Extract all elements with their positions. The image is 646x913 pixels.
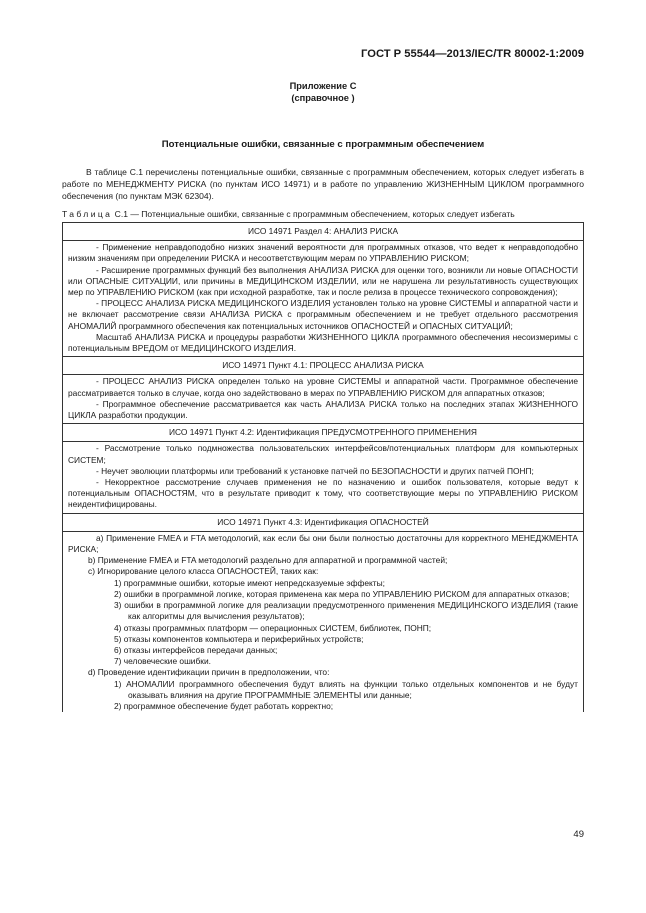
- table-paragraph: - ПРОЦЕСС АНАЛИЗА РИСКА МЕДИЦИНСКОГО ИЗДЕЛИЯ установлен только на уровне СИСТЕМЫ и аппаратной части и не включает рассмотрение связи АНАЛИЗА РИСКА с программным обеспечением и не требует отдельного рассмотрения АНОМАЛИЙ программного обеспечения как потенциальных источников ОПАСНОСТЕЙ и ОПАСНЫХ СИТУАЦИЙ;: [68, 298, 578, 331]
- table-paragraph: - Рассмотрение только подмножества пользовательских интерфейсов/потенциальных платформ для компьютерных СИСТЕМ;: [68, 443, 578, 465]
- errors-table: [62, 222, 584, 712]
- table-paragraph: - Программное обеспечение рассматривается как часть АНАЛИЗА РИСКА только на последних этапах ЖИЗНЕННОГО ЦИКЛА разработки продукции.: [68, 398, 578, 421]
- table-sublist-item: 5) отказы компонентов компьютера и периферийных устройств;: [114, 633, 364, 644]
- table-sublist-item: 7) человеческие ошибки.: [114, 656, 211, 667]
- table-caption-label: Таблица: [62, 209, 113, 219]
- table-list-item: c) Игнорирование целого класса ОПАСНОСТЕЙ, таких как:: [88, 566, 319, 577]
- appendix-subtitle: (справочное ): [291, 93, 355, 103]
- table-list-item: b) Применение FMEA и FTA методологий раздельно для аппаратной и программной частей;: [88, 555, 448, 566]
- table-sublist-item: 6) отказы интерфейсов передачи данных;: [114, 644, 278, 655]
- standard-header: ГОСТ Р 55544—2013/IEC/TR 80002-1:2009: [361, 48, 584, 60]
- table-sublist-item: 3) ошибки в программной логике для реализации предусмотренного применения МЕДИЦИНСКОГО ИЗДЕЛИЯ (такие как алгоритмы для вычисления результатов);: [114, 600, 578, 622]
- table-section-heading: ИСО 14971 Пункт 4.3: Идентификация ОПАСНОСТЕЙ: [63, 513, 584, 531]
- table-paragraph: - ПРОЦЕСС АНАЛИЗ РИСКА определен только на уровне СИСТЕМЫ и аппаратной части. Программное обеспечение рассматривается только в случае, когда оно задействовано в мерах по УПРАВЛЕНИЮ РИСКОМ для аппаратных отказов;: [68, 376, 578, 398]
- table-sublist-item: 1) программные ошибки, которые имеют непредсказуемые эффекты;: [114, 577, 385, 588]
- table-section-body: [63, 375, 584, 424]
- table-paragraph: - Неучет эволюции платформы или требований к установке патчей по БЕЗОПАСНОСТИ и других патчей ПОНП;: [96, 465, 534, 476]
- table-sublist-item: 2) программное обеспечение будет работать корректно;: [114, 700, 334, 711]
- table-section-body: [63, 442, 584, 513]
- page-number: 49: [573, 829, 584, 840]
- table-paragraph: - Расширение программных функций без выполнения АНАЛИЗА РИСКА для оценки того, возникли ли новые ОПАСНОСТИ или ОПАСНЫЕ СИТУАЦИИ, или причины в МЕДИЦИНСКОМ ИЗДЕЛИИ, или не нарушена ли результативность существующих мер по УПРАВЛЕНИЮ РИСКОМ (как при исходной разработке, так и после релиза в процессе технического сопровождения);: [68, 264, 578, 298]
- table-section-heading: ИСО 14971 Раздел 4: АНАЛИЗ РИСКА: [63, 223, 584, 241]
- table-list-item: а) Применение FMEA и FTA методологий, как если бы они были полностью достаточны для корректного МЕНЕДЖМЕНТА РИСКА;: [68, 532, 578, 555]
- table-paragraph: - Некорректное рассмотрение случаев применения не по назначению и ошибок пользователя, которые ведут к потенциальным ОПАСНОСТЯМ, что в результате приводит к тому, что соответствующие меры по УПРАВЛЕНИЮ РИСКОМ неидентифицированы.: [68, 477, 578, 510]
- table-caption: [62, 209, 584, 219]
- table-paragraph: - Применение неправдоподобно низких значений вероятности для программных отказов, что ведет к неправдоподобно низким значениям при определении РИСКА и несоответствующим мерам по УПРАВЛЕНИЮ РИСКОМ;: [68, 242, 578, 264]
- table-sublist-item: 4) отказы программных платформ — операционных СИСТЕМ, библиотек, ПОНП;: [114, 622, 432, 633]
- table-section-heading: ИСО 14971 Пункт 4.1: ПРОЦЕСС АНАЛИЗА РИСКА: [63, 357, 584, 375]
- table-caption-text: С.1 — Потенциальные ошибки, связанные с программным обеспечением, которых следует избегать: [112, 209, 515, 219]
- appendix-heading: [0, 80, 646, 104]
- table-list-item: d) Проведение идентификации причин в предположении, что:: [88, 667, 330, 678]
- intro-paragraph: В таблице С.1 перечислены потенциальные ошибки, связанные с программным обеспечением, которых следует избегать в работе по МЕНЕДЖМЕНТУ РИСКА (по пунктам ИСО 14971) и в работе по управлению ЖИЗНЕННЫМ ЦИКЛОМ программного обеспечения (по пунктам МЭК 62304).: [62, 167, 584, 201]
- table-section-body: [63, 241, 584, 357]
- section-title: Потенциальные ошибки, связанные с программным обеспечением: [161, 139, 485, 150]
- table-section-body: [63, 531, 584, 712]
- table-sublist-item: 2) ошибки в программной логике, которая применена как мера по УПРАВЛЕНИЮ РИСКОМ для аппаратных отказов;: [114, 588, 570, 599]
- table-paragraph: Масштаб АНАЛИЗА РИСКА и процедуры разработки ЖИЗНЕННОГО ЦИКЛА программного обеспечения несоизмеримы с потенциальным ВРЕДОМ от МЕДИЦИНСКОГО ИЗДЕЛИЯ.: [68, 331, 578, 354]
- table-section-heading: ИСО 14971 Пункт 4.2: Идентификация ПРЕДУСМОТРЕННОГО ПРИМЕНЕНИЯ: [63, 424, 584, 442]
- table-sublist-item: 1) АНОМАЛИИ программного обеспечения будут влиять на функции только отдельных компонентов и не будут оказывать влияния на другие ПРОГРАММНЫЕ ЭЛЕМЕНТЫ или данные;: [114, 678, 578, 700]
- appendix-title: Приложение С: [289, 81, 357, 91]
